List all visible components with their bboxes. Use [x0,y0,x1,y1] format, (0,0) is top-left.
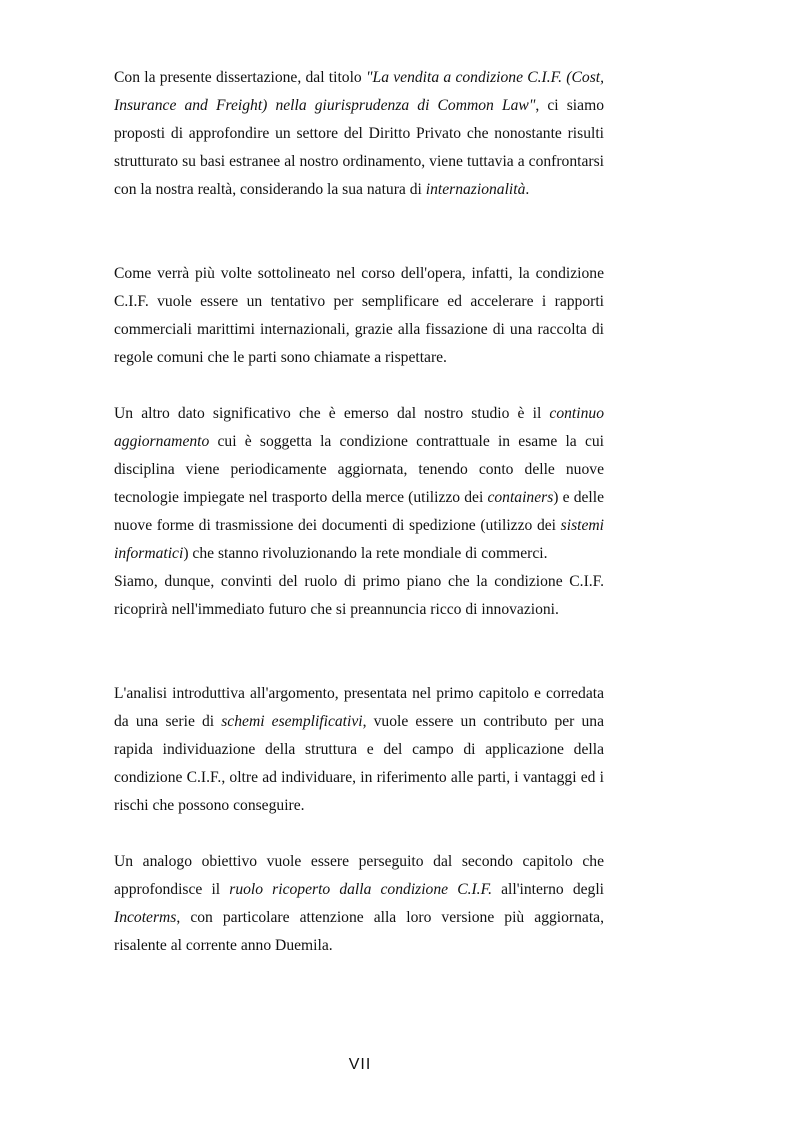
text-run: all'interno degli [492,881,604,898]
paragraph-cif-purpose [114,260,604,372]
text-run: . [525,181,530,198]
paragraph-second-chapter [114,848,604,960]
text-run: cui è soggetta la condizione contrattuale in esame la cui disciplina viene periodicamente aggiornata, tenendo conto delle nuove tecnologie impiegate nel trasporto della merce (utilizzo dei [114,433,604,506]
paragraph-first-chapter [114,680,604,820]
dissertation-title: "La vendita a condizione C.I.F. (Cost, Insurance and Freight) nella giurisprudenza di Common Law" [114,69,604,114]
emphasis-text: continuo aggiornamento [114,405,604,450]
emphasis-text: containers [487,489,554,506]
text-run: ) che stanno rivoluzionando la rete mondiale di commerci. [183,545,548,562]
text-run: Come verrà più volte sottolineato nel corso dell'opera, infatti, la condizione C.I.F. vuole essere un tentativo per semplificare ed accelerare i rapporti commerciali marittimi internazionali, grazie alla fissazione di una raccolta di regole comuni che le parti sono chiamate a rispettare. [114,265,604,366]
text-run: , ci siamo proposti di approfondire un settore del Diritto Privato che nonostante risulti strutturato su basi estranee al nostro ordinamento, viene tuttavia a confrontarsi con la nostra realtà, considerando la sua natura di [114,97,604,198]
emphasis-text: Incoterms [114,909,177,926]
text-run: , vuole essere un contributo per una rapida individuazione della struttura e del campo di applicazione della condizione C.I.F., oltre ad individuare, in riferimento alle parti, i vantaggi ed i rischi che possono conseguire. [114,713,604,814]
text-run: Siamo, dunque, convinti del ruolo di primo piano che la condizione C.I.F. ricoprirà nell'immediato futuro che si preannuncia ricco di innovazioni. [114,573,604,618]
text-run: L'analisi introduttiva all'argomento, presentata nel primo capitolo e corredata da una serie di [114,685,604,730]
emphasis-text: schemi esemplificativi [221,713,363,730]
text-run: , con particolare attenzione alla loro versione più aggiornata, risalente al corrente anno Duemila. [114,909,604,954]
emphasis-text: internazionalità [425,181,526,198]
text-run: Con la presente dissertazione, dal titolo [114,69,366,86]
paragraph-introduction [114,64,604,204]
emphasis-text: ruolo ricoperto dalla condizione C.I.F. [229,881,492,898]
text-run: ) e delle nuove forme di trasmissione dei documenti di spedizione (utilizzo dei [114,489,604,534]
text-run: Un analogo obiettivo vuole essere perseguito dal secondo capitolo che approfondisce il [114,853,604,898]
paragraph-continuous-update [114,400,604,624]
text-run: Un altro dato significativo che è emerso dal nostro studio è il [114,405,550,422]
emphasis-text: sistemi informatici [114,517,604,562]
page-number: VII [348,1056,372,1073]
